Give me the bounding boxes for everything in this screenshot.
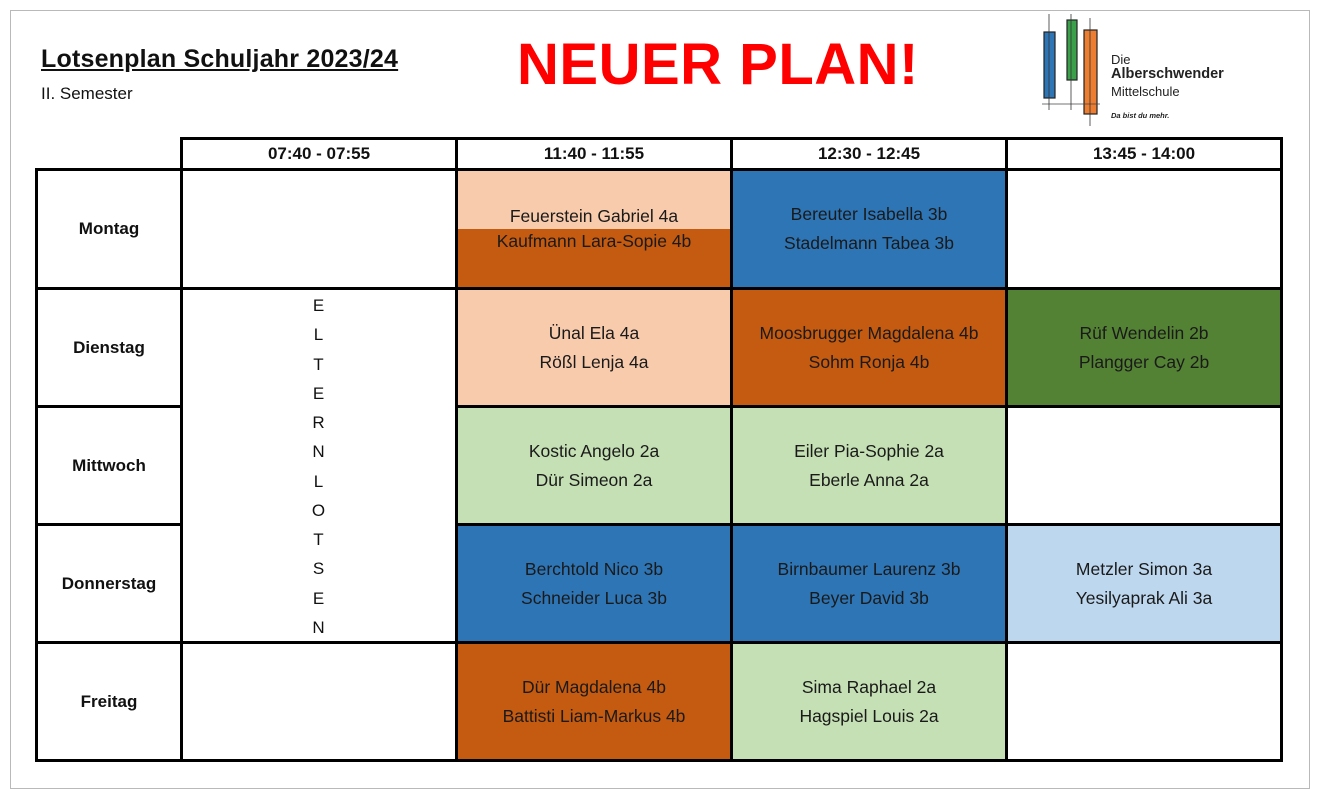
slot-donnerstag-1230 <box>730 523 1008 644</box>
vertical-letter: T <box>313 354 324 374</box>
vertical-letter: L <box>313 471 324 491</box>
vertical-letter: E <box>312 296 325 315</box>
slot-freitag-1230 <box>730 641 1008 762</box>
slot-donnerstag-1345 <box>1005 523 1283 644</box>
lotse-name: Eberle Anna 2a <box>809 469 929 490</box>
lotse-name: Birnbaumer Laurenz 3b <box>777 558 961 579</box>
slot-dienstag-1345 <box>1005 287 1283 408</box>
elternlotsen-vertical-text <box>182 290 455 642</box>
lotse-name: Moosbrugger Magdalena 4b <box>759 322 979 343</box>
logo-text-mittelschule: Mittelschule <box>1111 84 1180 99</box>
lotse-name: Metzler Simon 3a <box>1075 558 1213 579</box>
lotse-name: Dür Magdalena 4b <box>522 676 666 697</box>
slot-freitag-0740 <box>180 641 458 762</box>
slot-dienstag-1230 <box>730 287 1008 408</box>
logo-text-die: Die <box>1111 52 1131 67</box>
semester-label: II. Semester <box>41 84 133 103</box>
lotse-name: Ünal Ela 4a <box>548 322 640 343</box>
lotse-name: Sima Raphael 2a <box>801 676 937 697</box>
slot-mittwoch-1140 <box>455 405 733 526</box>
lotse-name: Rößl Lenja 4a <box>539 351 649 372</box>
lotse-name: Sohm Ronja 4b <box>808 351 930 372</box>
vertical-letter: L <box>313 325 324 345</box>
lotse-name: Berchtold Nico 3b <box>524 558 664 579</box>
page-title: Lotsenplan Schuljahr 2023/24 <box>41 45 399 73</box>
school-logo <box>1040 14 1260 130</box>
day-mittwoch: Mittwoch <box>35 405 183 526</box>
slot-top: Feuerstein Gabriel 4a <box>458 171 730 229</box>
lotse-name: Schneider Luca 3b <box>521 587 667 608</box>
day-freitag: Freitag <box>35 641 183 762</box>
slot-freitag-1345 <box>1005 641 1283 762</box>
time-header-4: 13:45 - 14:00 <box>1005 137 1283 171</box>
slot-donnerstag-1140 <box>455 523 733 644</box>
slot-montag-1345 <box>1005 168 1283 290</box>
logo-tagline: Da bist du mehr. <box>1111 111 1170 120</box>
lotse-name: Yesilyaprak Ali 3a <box>1075 587 1213 608</box>
vertical-letter: O <box>311 500 326 520</box>
slot-montag-0740 <box>180 168 458 290</box>
lotse-name: Stadelmann Tabea 3b <box>784 233 954 253</box>
lotse-name: Rüf Wendelin 2b <box>1079 322 1209 343</box>
lotse-name: Dür Simeon 2a <box>535 469 653 490</box>
vertical-letter: S <box>312 559 325 579</box>
slot-mittwoch-1230 <box>730 405 1008 526</box>
slot-bottom: Kaufmann Lara-Sopie 4b <box>458 229 730 287</box>
time-header-3: 12:30 - 12:45 <box>730 137 1008 171</box>
vertical-letter: E <box>312 383 325 403</box>
logo-text-alberschwender: Alberschwender <box>1111 66 1224 82</box>
vertical-letter: R <box>312 413 325 433</box>
lotse-name: Plangger Cay 2b <box>1078 351 1210 372</box>
slot-dienstag-1140 <box>455 287 733 408</box>
day-montag: Montag <box>35 168 183 290</box>
lotse-name: Battisti Liam-Markus 4b <box>502 705 686 726</box>
slot-freitag-1140 <box>455 641 733 762</box>
vertical-letter: N <box>312 442 325 462</box>
time-header-2: 11:40 - 11:55 <box>455 137 733 171</box>
lotse-name: Bereuter Isabella 3b <box>790 204 948 224</box>
lotse-name: Hagspiel Louis 2a <box>799 705 939 726</box>
logo-bars-icon <box>1040 14 1115 130</box>
lotse-name: Eiler Pia-Sophie 2a <box>794 440 944 461</box>
slot-mittwoch-1345 <box>1005 405 1283 526</box>
lotse-name: Kostic Angelo 2a <box>528 440 660 461</box>
lotse-name: Beyer David 3b <box>809 587 929 608</box>
new-plan-banner: NEUER PLAN! <box>517 32 919 97</box>
vertical-letter: N <box>312 617 325 637</box>
slot-montag-1140 <box>455 168 733 290</box>
slot-montag-1230 <box>730 168 1008 290</box>
day-donnerstag: Donnerstag <box>35 523 183 644</box>
day-dienstag: Dienstag <box>35 287 183 408</box>
vertical-letter: E <box>312 588 325 608</box>
time-header-1: 07:40 - 07:55 <box>180 137 458 171</box>
vertical-letter: T <box>313 530 324 550</box>
